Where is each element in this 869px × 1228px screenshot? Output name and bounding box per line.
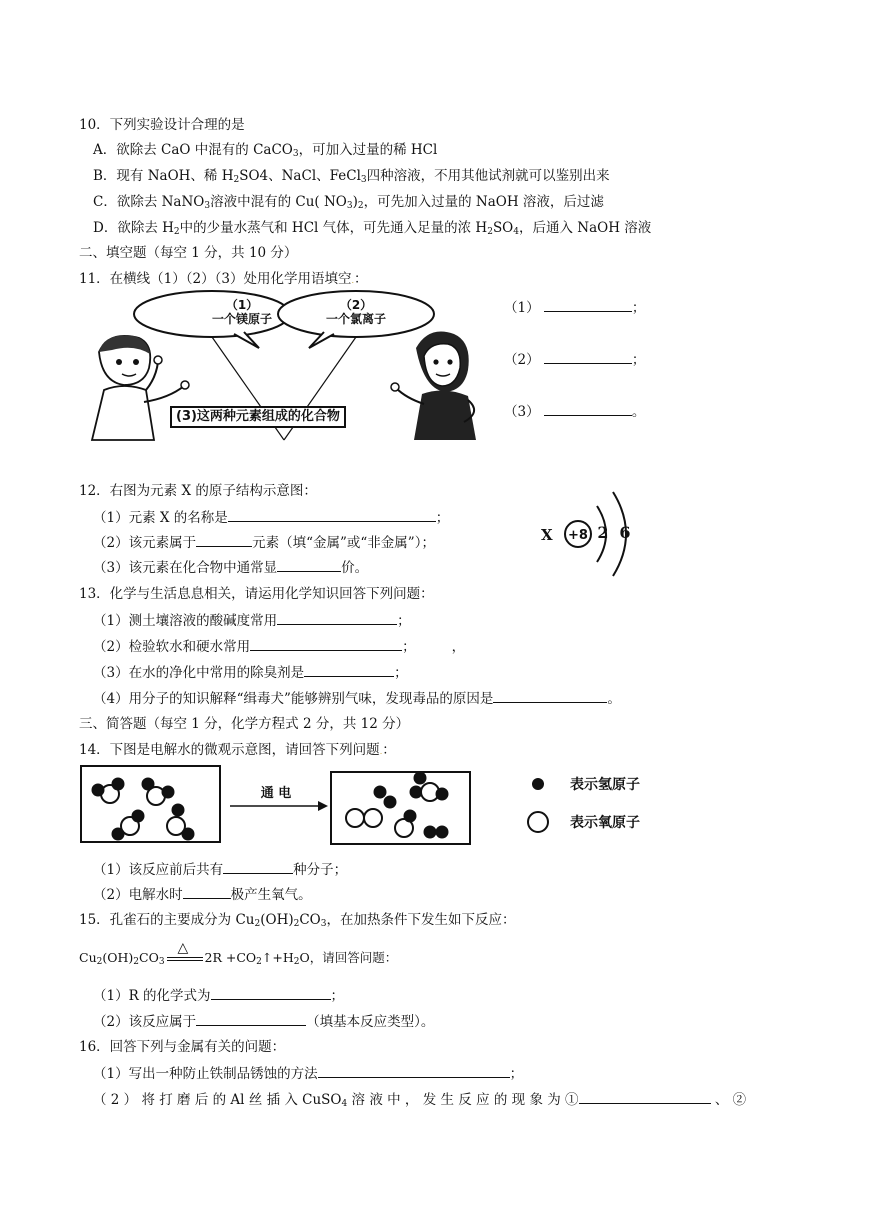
q13-blank-1[interactable]: [277, 610, 397, 625]
q12-part-1: （1）元素 X 的名称是 ；: [93, 507, 449, 528]
q13-blank-3[interactable]: [304, 662, 394, 677]
q13-blank-4[interactable]: [493, 688, 607, 703]
legend-hydrogen: 表示氢原子: [570, 777, 640, 793]
q13-part-1: （1）测土壤溶液的酸碱度常用 ；: [93, 610, 411, 631]
q11-answer-2: （2） ；: [504, 349, 645, 370]
q12-blank-3[interactable]: [277, 557, 341, 572]
bubble-2-text: （2） 一个氯离子: [325, 298, 386, 326]
q12-stem: 12．右图为元素 X 的原子结构示意图：: [79, 483, 317, 499]
q10-stem: 10．下列实验设计合理的是: [79, 117, 245, 133]
q13-stem: 13．化学与生活息息相关，请运用化学知识回答下列问题：: [79, 586, 434, 602]
q11-blank-2[interactable]: [544, 349, 632, 364]
q12-part-3: （3）该元素在化合物中通常显 价。: [93, 557, 368, 578]
q15-stem: 15．孔雀石的主要成分为 $Cu_2(OH)_2CO_3$，在加热条件下发生如下反应：: [79, 912, 516, 929]
q13-blank-2[interactable]: [250, 636, 402, 651]
q15-part-2: （2）该反应属于 （填基本反应类型）。: [93, 1011, 434, 1032]
heating-condition: △: [165, 952, 205, 966]
atom-symbol: X: [541, 526, 553, 544]
q14-part-1: （1）该反应前后共有 种分子；: [93, 859, 347, 880]
q10-option-d: D．欲除去 $H_2$中的少量水蒸气和 HCl 气体，可先通入足量的浓 $H_2SO_4$，后通入 NaOH 溶液: [93, 220, 652, 237]
bubble-1-text: （1） 一个镁原子: [211, 298, 272, 326]
q16-part-2: （ 2 ） 将 打 磨 后 的 Al 丝 插 入 CuSO$_4$ 溶 液 中 ， 发 生 反 应 的 现 象 为 ① 、 ②: [93, 1089, 746, 1110]
q15-equation: $Cu_2(OH)_2CO_3$ △ $2R +CO_2↑+H_2O$，请回答问题：: [79, 939, 398, 967]
q11-blank-3[interactable]: [544, 401, 632, 416]
electrolysis-diagram: [80, 764, 660, 848]
q13-part-3: （3）在水的净化中常用的除臭剂是 ；: [93, 662, 408, 683]
hydrogen-atom-icon: [532, 778, 544, 790]
oxygen-atom-icon: [528, 812, 548, 832]
q11-stem: 11．在横线（1）（2）（3）处用化学用语填空.：: [79, 271, 368, 287]
q10-option-a: A．欲除去 CaO 中混有的 CaCO$_3$，可加入过量的稀 HCl: [93, 142, 438, 159]
q12-blank-2[interactable]: [196, 532, 252, 547]
svg-text:2: 2: [597, 523, 609, 542]
q12-part-2: （2）该元素属于 元素（填“金属”或“非金属”）；: [93, 532, 435, 553]
q15-part-1: （1）R 的化学式为 ；: [93, 985, 344, 1006]
q10-option-b: B．现有 NaOH、稀 $H_2SO4$、NaCl、FeCl$_3$四种溶液，不用其他试剂就可以鉴别出来: [93, 168, 610, 185]
q15-blank-2[interactable]: [196, 1011, 306, 1026]
compound-box: (3)这两种元素组成的化合物: [170, 406, 346, 428]
q15-blank-1[interactable]: [211, 985, 331, 1000]
q14-blank-2[interactable]: [183, 884, 231, 899]
q10-option-c: C．欲除去 NaNO$_3$溶液中混有的 Cu( $NO_3)_2$，可先加入过量的 NaOH 溶液，后过滤: [93, 194, 604, 211]
q14-stem: 14．下图是电解水的微观示意图，请回答下列问题.：: [79, 742, 396, 758]
section-3-heading: 三、简答题（每空 1 分，化学方程式 2 分，共 12 分）: [79, 716, 410, 732]
q16-blank-2[interactable]: [579, 1089, 711, 1104]
q13-part-4: （4）用分子的知识解释“缉毒犬”能够辨别气味，发现毒品的原因是 。: [93, 688, 621, 709]
q16-part-1: （1）写出一种防止铁制品锈蚀的方法 ；: [93, 1063, 523, 1084]
q14-part-2: （2）电解水时 极产生氧气。: [93, 884, 312, 905]
girl-icon: [391, 331, 476, 440]
q11-answer-3: （3） 。: [504, 401, 645, 422]
q16-stem: 16．回答下列与金属有关的问题：: [79, 1039, 286, 1055]
q12-blank-1[interactable]: [228, 507, 436, 522]
section-2-heading: 二、填空题（每空 1 分，共 10 分）: [79, 245, 298, 261]
arrow-label: 通 电: [260, 786, 292, 801]
legend-oxygen: 表示氧原子: [570, 815, 640, 831]
svg-text:+8: +8: [568, 528, 588, 543]
atom-structure-diagram: [535, 488, 645, 580]
q13-part-2: （2）检验软水和硬水常用 ； ，: [93, 636, 465, 657]
svg-text:6: 6: [619, 523, 631, 542]
q14-blank-1[interactable]: [223, 859, 293, 874]
q11-blank-1[interactable]: [544, 297, 632, 312]
q11-answer-1: （1） ；: [504, 297, 645, 318]
q16-blank-1[interactable]: [318, 1063, 510, 1078]
